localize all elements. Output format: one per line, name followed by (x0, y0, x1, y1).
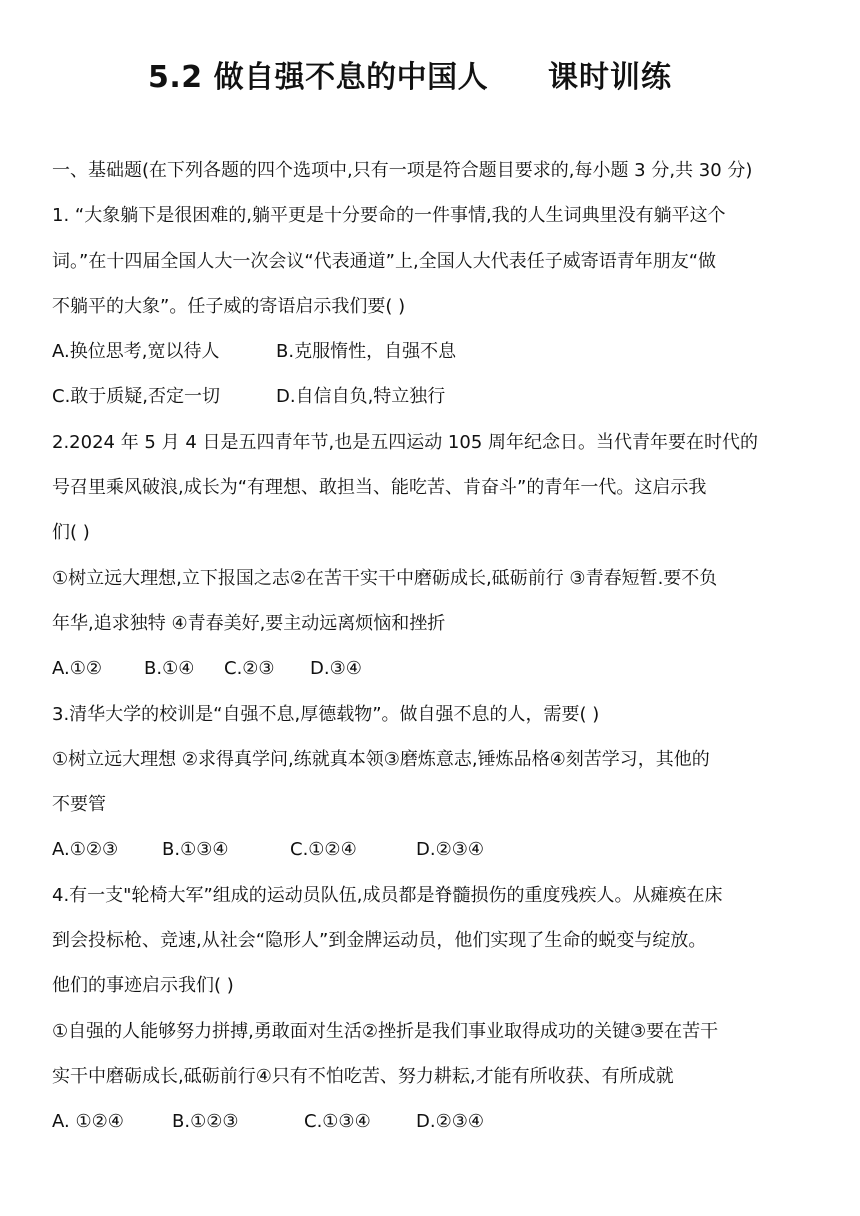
title-row (0, 52, 860, 102)
option-a[interactable]: A.①②③ (52, 839, 119, 861)
question-statement-line: ①树立远大理想,立下报国之志②在苦干实干中磨砺成长,砥砺前行 ③青春短暂.要不负 (52, 567, 718, 589)
question-statement-line: 实干中磨砺成长,砥砺前行④只有不怕吃苦、努力耕耘,才能有所收获、有所成就 (52, 1065, 674, 1087)
question-stem-line: 2.2024 年 5 月 4 日是五四青年节,也是五四运动 105 周年纪念日。当代青年要在时代的 (52, 431, 759, 453)
section-heading: 一、基础题(在下列各题的四个选项中,只有一项是符合题目要求的,每小题 3 分,共 30 分) (52, 160, 753, 181)
option-a[interactable]: A. ①②④ (52, 1111, 124, 1133)
option-d[interactable]: D.②③④ (416, 839, 484, 861)
question-stem-line: 到会投标枪、竞速,从社会“隐形人”到金牌运动员，他们实现了生命的蜕变与绽放。 (52, 930, 707, 952)
question-stem-line: 3.清华大学的校训是“自强不息,厚德载物”。做自强不息的人，需要( ) (52, 703, 600, 725)
option-c[interactable]: C.①③④ (304, 1111, 371, 1133)
option-c[interactable]: C.①②④ (290, 839, 357, 861)
option-b[interactable]: B.克服惰性，自强不息 (276, 341, 457, 363)
option-a[interactable]: A.换位思考,宽以待人 (52, 341, 220, 363)
option-d[interactable]: D.②③④ (416, 1111, 484, 1133)
page-title: 5.2 做自强不息的中国人 (148, 60, 489, 95)
option-c[interactable]: C.敢于质疑,否定一切 (52, 386, 221, 408)
question-stem-line: 1. “大象躺下是很困难的,躺平更是十分要命的一件事情,我的人生词典里没有躺平这个 (52, 205, 726, 227)
option-b[interactable]: B.①③④ (162, 839, 229, 861)
option-b[interactable]: B.①②③ (172, 1111, 239, 1133)
question-body (52, 148, 812, 1145)
option-row (52, 646, 812, 691)
page-subtitle: 课时训练 (548, 60, 672, 95)
option-c[interactable]: C.②③ (224, 658, 275, 680)
option-d[interactable]: D.③④ (310, 658, 362, 680)
question-stem-line: 词。”在十四届全国人大一次会议“代表通道”上,全国人大代表任子威寄语青年朋友“做 (52, 250, 717, 272)
question-statement-line: 不要管 (52, 794, 106, 816)
option-row (52, 329, 812, 374)
option-row (52, 374, 812, 419)
question-1 (52, 193, 812, 419)
question-stem-line: 不躺平的大象”。任子威的寄语启示我们要( ) (52, 295, 406, 317)
option-row (52, 827, 812, 872)
question-2 (52, 420, 812, 692)
question-4 (52, 873, 812, 1145)
question-statement-line: ①自强的人能够努力拼搏,勇敢面对生活②挫折是我们事业取得成功的关键③要在苦干 (52, 1020, 719, 1042)
question-stem-line: 4.有一支"轮椅大军”组成的运动员队伍,成员都是脊髓损伤的重度残疾人。从瘫痪在床 (52, 884, 723, 906)
question-statement-line: ①树立远大理想 ②求得真学问,练就真本领③磨炼意志,锤炼品格④刻苦学习，其他的 (52, 748, 710, 770)
question-stem-line: 们( ) (52, 522, 90, 544)
question-stem-line: 号召里乘风破浪,成长为“有理想、敢担当、能吃苦、肯奋斗”的青年一代。这启示我 (52, 477, 707, 499)
option-b[interactable]: B.①④ (144, 658, 195, 680)
question-stem-line: 他们的事迹启示我们( ) (52, 975, 234, 997)
option-a[interactable]: A.①② (52, 658, 102, 680)
option-d[interactable]: D.自信自负,特立独行 (276, 386, 446, 408)
question-statement-line: 年华,追求独特 ④青春美好,要主动远离烦恼和挫折 (52, 612, 446, 634)
question-3 (52, 692, 812, 873)
option-row (52, 1099, 812, 1144)
